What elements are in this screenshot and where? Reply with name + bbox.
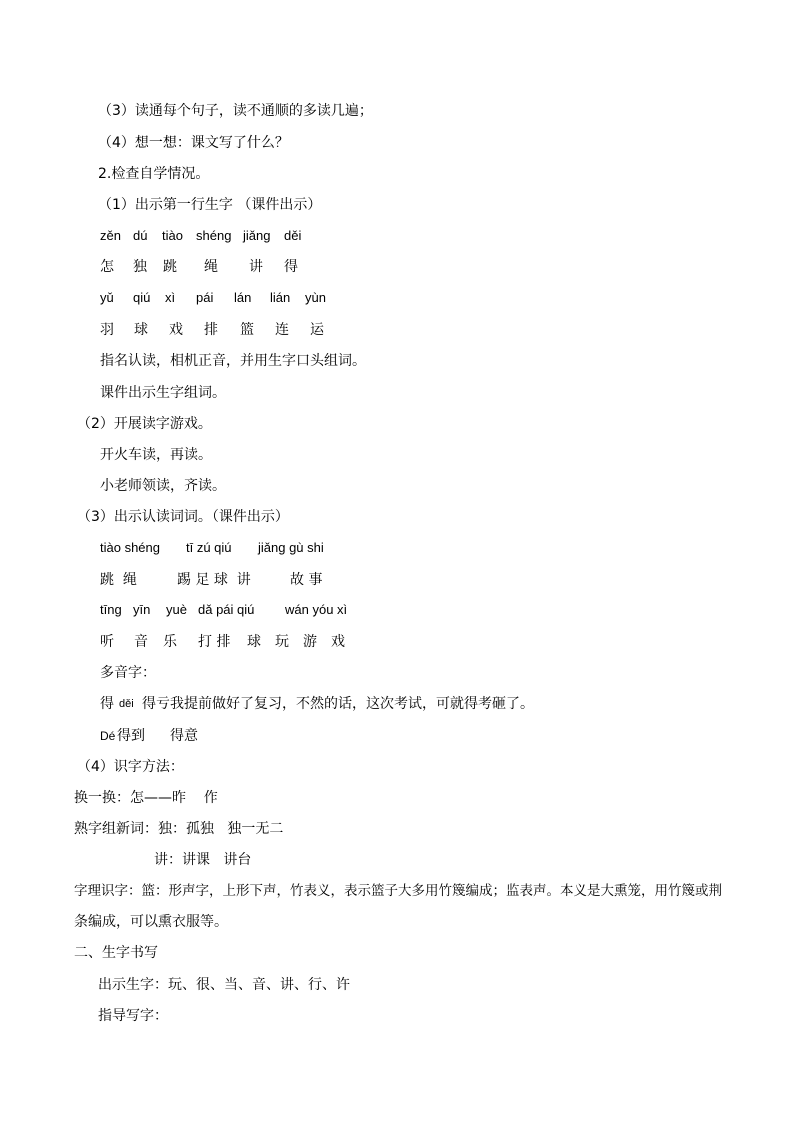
- char-cell: 跳: [163, 259, 177, 275]
- char-cell: 独: [133, 259, 147, 275]
- polyphone-label: 多音字：: [100, 665, 156, 681]
- word-cell: 故 事: [290, 572, 323, 588]
- polyphone-sentence: 得亏我提前做好了复习，不然的话，这次考试，可就得考砸了。: [142, 696, 534, 712]
- step-3-line: （3）读通每个句子，读不通顺的多读几遍；: [98, 103, 373, 119]
- pinyin-cell: xì: [165, 290, 176, 305]
- show-chars-line: 出示生字：玩、很、当、音、讲、行、许: [98, 977, 350, 993]
- pinyin-cell: tīng: [100, 602, 122, 617]
- word-cell: 乐: [163, 634, 177, 650]
- char-cell: 怎: [100, 259, 114, 275]
- polyphone-word: 得意: [170, 728, 198, 744]
- char-cell: 绳: [204, 259, 218, 275]
- word-cell: 戏: [331, 634, 345, 650]
- word-cell: 球: [247, 634, 261, 650]
- polyphone-pinyin: děi: [119, 698, 134, 710]
- polyphone-line-2: [0, 726, 794, 746]
- pinyin-cell: tiào shéng: [100, 540, 160, 555]
- pinyin-cell: lián: [270, 290, 291, 305]
- word-cell: 打 排: [198, 634, 231, 650]
- word-char-row-1: [0, 570, 794, 590]
- word-char-row-2: [0, 632, 794, 652]
- word-cell: 游: [303, 634, 317, 650]
- pinyin-cell: shéng: [196, 228, 232, 243]
- word-pinyin-row-1: [0, 538, 794, 558]
- pinyin-cell: zěn: [100, 228, 121, 243]
- show-words-line: 课件出示生字组词。: [100, 385, 226, 401]
- word-cell: 音: [134, 634, 148, 650]
- radical-line-2: 条编成，可以熏衣服等。: [74, 914, 228, 930]
- teacher-read-line: 小老师领读，齐读。: [100, 478, 226, 494]
- step-4-line: （4）想一想：课文写了什么？: [98, 135, 289, 151]
- swap-line: 换一换：怎——昨 作: [74, 790, 218, 806]
- guide-line: 指导写字：: [98, 1008, 168, 1024]
- word-pinyin-row-2: [0, 600, 794, 620]
- section-2-heading: 二、生字书写: [74, 945, 158, 961]
- char-cell: 羽: [100, 322, 114, 338]
- char-row-2: [0, 320, 794, 340]
- pinyin-row-1: [0, 226, 794, 246]
- pinyin-row-2: [0, 288, 794, 308]
- read-correct-line: 指名认读，相机正音，并用生字口头组词。: [100, 353, 366, 369]
- pinyin-cell: dǎ pái qiú: [198, 602, 255, 617]
- pinyin-cell: dú: [133, 228, 148, 243]
- char-cell: 戏: [169, 322, 183, 338]
- method-heading: （4）识字方法：: [77, 759, 184, 775]
- check-heading: 2.检查自学情况。: [98, 166, 210, 182]
- pinyin-cell: děi: [284, 228, 302, 243]
- char-row-1: [0, 257, 794, 277]
- pinyin-cell: wán yóu xì: [285, 602, 348, 617]
- polyphone-line-1: [0, 694, 794, 714]
- pinyin-cell: yīn: [133, 602, 151, 617]
- char-cell: 排: [204, 322, 218, 338]
- pinyin-cell: lán: [234, 290, 252, 305]
- char-cell: 篮: [240, 322, 254, 338]
- pinyin-cell: jiǎng: [243, 228, 271, 243]
- char-cell: 运: [310, 322, 324, 338]
- words-heading: （3）出示认读词词。（课件出示）: [77, 509, 289, 525]
- game-heading: （2）开展读字游戏。: [77, 416, 212, 432]
- char-cell: 球: [134, 322, 148, 338]
- char-cell: 得: [284, 259, 298, 275]
- polyphone-char: 得: [100, 696, 114, 712]
- pinyin-cell: tiào: [162, 228, 183, 243]
- show-row1-heading: （1）出示第一行生字 （课件出示）: [98, 197, 322, 213]
- pinyin-cell: yǔ: [100, 290, 114, 305]
- familiar-line-1: 熟字组新词：独：孤独 独一无二: [74, 821, 284, 837]
- polyphone-word: 得到: [117, 728, 145, 744]
- word-cell: 听: [100, 634, 114, 650]
- radical-line-1: 字理识字：篮：形声字，上形下声，竹表义，表示篮子大多用竹篾编成；监表声。本义是大熏笼，用竹篾或荆: [74, 883, 722, 899]
- pinyin-cell: jiǎng gù shi: [258, 540, 324, 555]
- word-cell: 玩: [275, 634, 289, 650]
- pinyin-cell: pái: [196, 290, 214, 305]
- word-cell: 踢 足 球 讲: [177, 572, 251, 588]
- familiar-line-2: 讲：讲课 讲台: [154, 852, 252, 868]
- pinyin-cell: yùn: [305, 290, 326, 305]
- word-cell: 跳 绳: [100, 572, 137, 588]
- train-read-line: 开火车读，再读。: [100, 447, 212, 463]
- polyphone-pinyin: Dé: [100, 729, 116, 743]
- pinyin-cell: qiú: [133, 290, 151, 305]
- pinyin-cell: tī zú qiú: [186, 540, 232, 555]
- pinyin-cell: yuè: [166, 602, 187, 617]
- char-cell: 讲: [249, 259, 263, 275]
- char-cell: 连: [275, 322, 289, 338]
